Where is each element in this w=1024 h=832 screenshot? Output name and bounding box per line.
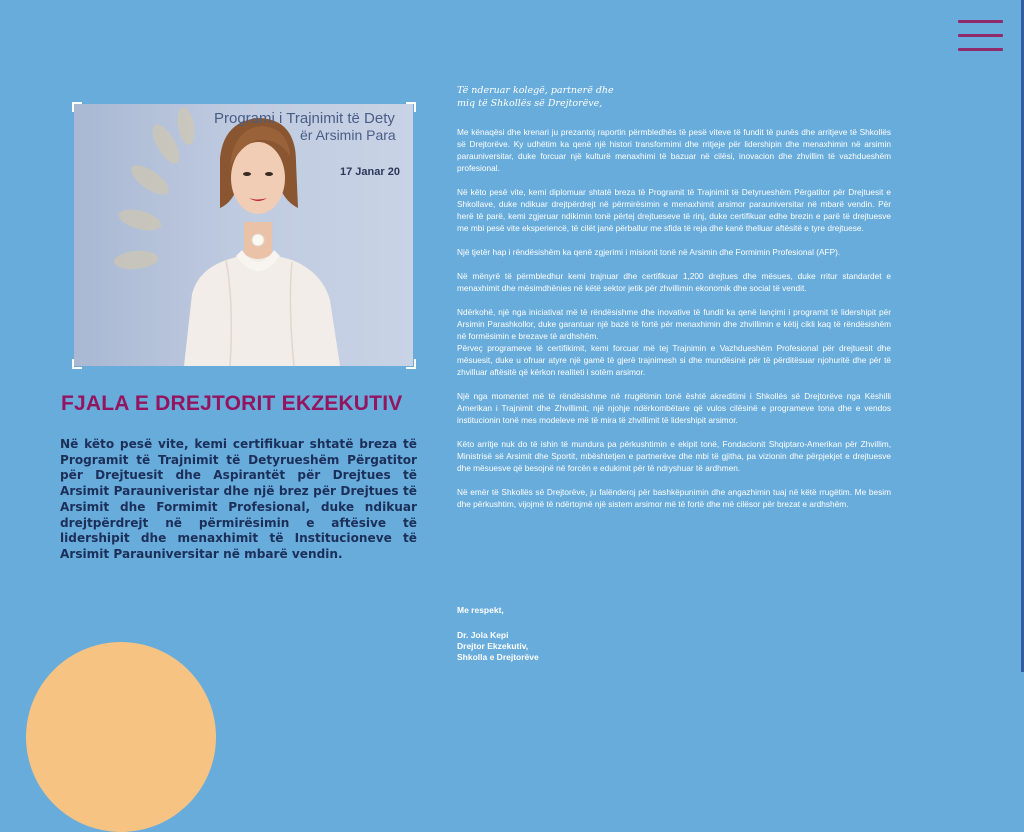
greeting-line-2: miq të Shkollës së Drejtorëve, bbox=[457, 98, 603, 109]
photo-banner-text-1: Programi i Trajnimit të Dety bbox=[214, 110, 395, 127]
decorative-circle bbox=[26, 642, 216, 832]
menu-bar bbox=[958, 20, 1003, 23]
photo-corner-mark bbox=[72, 102, 82, 112]
menu-bar bbox=[958, 48, 1003, 51]
letter-greeting bbox=[457, 84, 677, 110]
letter-paragraph: Me kënaqësi dhe krenari ju prezantoj raportin përmbledhës të pesë viteve të fundit të punës dhe arritjeve të Shkollës së Drejtorëve. Ky udhëtim ka qenë një histori transformimi dhe rritjeje për lidershipin dhe menaxhimin në arsimin parauniversitar, duke forcuar një kulturë menaxhimi të bazuar në cilësi, inovacion dhe zhvillim të vazhdueshëm profesional. bbox=[457, 127, 891, 173]
intro-paragraph: Në këto pesë vite, kemi certifikuar shtatë breza të Programit të Trajnimit të Detyrueshëm Përgatitor për Drejtuesit dhe Aspirantët për Drejtues të Arsimit Parauniveristar dhe një brez për Drejtues të Arsimit dhe Formimit Profesional, duke ndikuar drejtpërdrejt në përmirësimin e aftësive të lidershipit dhe menaxhimit të Institucioneve të Arsimit Parauniversitar në mbarë vendin. bbox=[60, 437, 417, 561]
letter-paragraph: Ndërkohë, një nga iniciativat më të rëndësishme dhe inovative të fundit ka qenë lançimi i programit të lidershipit për Arsimin Parashkollor, duke garantuar një bazë të fortë për menaxhimin dhe zhvillimin e këtij cikli kaq të rëndësishëm në formësimin e brezave të ardhshëm. bbox=[457, 307, 891, 341]
photo-banner-date: 17 Janar 20 bbox=[340, 166, 400, 178]
letter-paragraph: Në mënyrë të përmbledhur kemi trajnuar dhe certifikuar 1,200 drejtues dhe mësues, duke rritur standardet e menaxhimit dhe mësimdhënies në këtë sektor jetik për zhvillimin ekonomik dhe social të vendit. bbox=[457, 271, 891, 293]
signer-role: Drejtor Ekzekutiv, bbox=[457, 641, 529, 651]
hamburger-menu-icon[interactable] bbox=[958, 20, 1003, 52]
photo-banner-text-2: ër Arsimin Para bbox=[300, 127, 396, 143]
signer-name: Dr. Jola Kepi bbox=[457, 630, 509, 640]
page-title: FJALA E DREJTORIT EKZEKUTIV bbox=[61, 392, 403, 415]
letter-paragraph: Një nga momentet më të rëndësishme në rrugëtimin tonë është akreditimi i Shkollës së Drejtorëve nga Këshilli Amerikan i Trajnimit dhe Zhvillimit, një njohje ndërkombëtare që vulos cilësinë e programeve tona dhe e vendos institucionin tonë mes modeleve më të mira të zhvillimit të lidershipit arsimor. bbox=[457, 391, 891, 425]
letter-paragraph: Në këto pesë vite, kemi diplomuar shtatë breza të Programit të Trajnimit të Detyrueshëm Përgatitor për Drejtuesit e Shkollave, duke ndikuar drejtpërdrejt në përmirësimin e menaxhimit arsimor parauniversitar në mbarë vendin. Për herë të parë, kemi zgjeruar ndikimin tonë përtej drejtueseve të rinj, duke certifikuar edhe brezin e parë të drejtuesve me mbi pesë vite eksperiencë, të cilët janë përballur me sfida të reja dhe kanë thelluar aftësitë e tyre drejtuese. bbox=[457, 187, 891, 233]
letter-paragraph: Në emër të Shkollës së Drejtorëve, ju falënderoj për bashkëpunimin dhe angazhimin tuaj në këtë rrugëtim. Me besim dhe përkushtim, vijojmë të ndërtojmë një sistem arsimor më të fortë dhe më cilësor për brezat e ardhshëm. bbox=[457, 487, 891, 509]
letter-body bbox=[457, 126, 891, 522]
photo-corner-mark bbox=[406, 359, 416, 369]
letter-signature bbox=[457, 605, 757, 663]
closing-text: Me respekt, bbox=[457, 605, 504, 615]
photo-corner-mark bbox=[406, 102, 416, 112]
director-photo-illustration bbox=[74, 104, 413, 366]
letter-paragraph: Një tjetër hap i rëndësishëm ka qenë zgjerimi i misionit tonë në Arsimin dhe Formimin Profesional (AFP). bbox=[457, 247, 841, 257]
signer-organization: Shkolla e Drejtorëve bbox=[457, 652, 539, 662]
menu-bar bbox=[958, 34, 1003, 37]
letter-paragraph: Përveç programeve të certifikimit, kemi forcuar më tej Trajnimin e Vazhdueshëm Profesional për drejtuesit dhe mësuesit, duke u ofruar atyre një gamë të gjerë trajnimesh si dhe mundësinë për të përditësuar njohuritë dhe për të zhvilluar aftësitë që kërkon realiteti i sotëm arsimor. bbox=[457, 343, 891, 377]
signature-gap bbox=[457, 616, 757, 630]
greeting-line-1: Të nderuar kolegë, partnerë dhe bbox=[457, 85, 614, 96]
director-photo bbox=[74, 104, 413, 366]
letter-paragraph: Këto arritje nuk do të ishin të mundura pa përkushtimin e ekipit tonë, Fondacionit Shqiptaro-Amerikan për Zhvillim, Ministrisë së Arsimit dhe Sportit, mbështetjen e partnerëve dhe mbi të gjitha, pa vizionin dhe përpjekjet e drejtuesve dhe mësuesve që besojnë në forcën e edukimit për të ndryshuar të ardhmen. bbox=[457, 439, 891, 473]
photo-corner-mark bbox=[72, 359, 82, 369]
